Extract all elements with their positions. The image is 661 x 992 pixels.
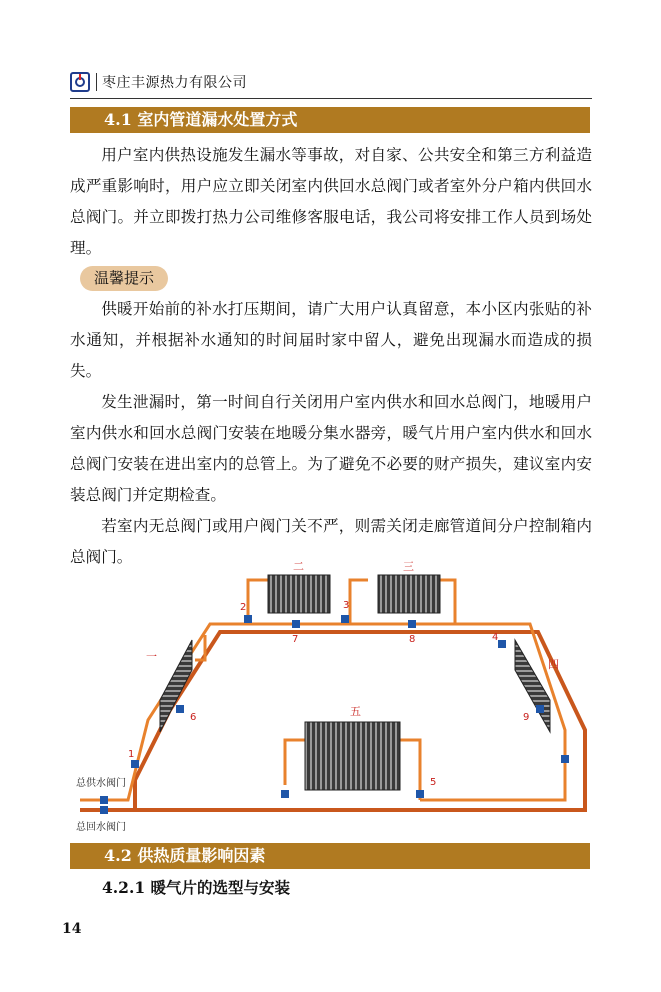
section-title-bar-2: 4.2 供热质量影响因素 (70, 843, 590, 869)
valve-1-label: 1 (128, 749, 135, 760)
header-rule (70, 98, 592, 99)
subsection-title: 4.2.1 暖气片的选型与安装 (102, 878, 291, 897)
paragraph-close-valves: 发生泄漏时，第一时间自行关闭用户室内供水和回水总阀门，地暖用户室内供水和回水总阀门安装在地暖分集水器旁，暖气片用户室内供水和回水总阀门安装在进出室内的总管上。为了避免不必要的财产损失，建议室内安装总阀门并定期检查。 (70, 393, 592, 504)
main-supply-valve-icon (100, 796, 108, 804)
company-name: 枣庄丰源热力有限公司 (102, 75, 247, 91)
valve-5-label: 5 (430, 777, 437, 788)
valve-7-label: 7 (292, 634, 299, 645)
valve-9-label: 9 (523, 712, 530, 723)
header-separator (96, 73, 97, 91)
company-logo-icon (70, 72, 90, 92)
tip-badge: 温馨提示 (80, 266, 168, 291)
radiator-3-label: 三 (403, 560, 414, 573)
radiator-2-label: 二 (293, 560, 304, 573)
heating-pipe-diagram (60, 560, 600, 840)
valve-9-icon (536, 705, 544, 713)
page-number: 14 (62, 921, 82, 937)
main-return-label: 总回水阀门 (76, 822, 126, 833)
radiator-5 (305, 705, 400, 790)
paragraph-leak-response: 用户室内供热设施发生漏水等事故，对自家、公共安全和第三方利益造成严重影响时，用户应立即关闭室内供回水总阀门或者室外分户箱内供回水总阀门。并立即拨打热力公司维修客服电话，我公司将安排工作人员到场处理。 (70, 146, 592, 257)
valve-extra-right-icon (561, 755, 569, 763)
valve-8-icon (408, 620, 416, 628)
valve-8-label: 8 (409, 634, 416, 645)
valve-6-label: 6 (190, 712, 197, 723)
valve-2-icon (244, 615, 252, 623)
radiator-2 (268, 560, 330, 613)
valve-5-icon (416, 790, 424, 798)
paragraph-corridor-valve: 若室内无总阀门或用户阀门关不严，则需关闭走廊管道间分户控制箱内总阀门。 (70, 517, 592, 566)
radiator-4-label: 四 (548, 658, 559, 671)
page-header (70, 70, 247, 94)
valve-4-icon (498, 640, 506, 648)
paragraph-refill-notice: 供暖开始前的补水打压期间，请广大用户认真留意，本小区内张贴的补水通知，并根据补水通知的时间届时家中留人，避免出现漏水而造成的损失。 (70, 300, 592, 380)
valve-2-label: 2 (240, 602, 247, 613)
valve-7-icon (292, 620, 300, 628)
section-title-bar: 4.1 室内管道漏水处置方式 (70, 107, 590, 133)
valve-4-label: 4 (492, 632, 499, 643)
main-supply-label: 总供水阀门 (76, 778, 126, 789)
radiator-1-label: 一 (146, 650, 157, 663)
valve-1-icon (131, 760, 139, 768)
main-return-valve-icon (100, 806, 108, 814)
radiator-3 (378, 560, 440, 613)
valve-3-label: 3 (343, 600, 350, 611)
radiator-4 (515, 640, 559, 732)
valve-extra-icon (281, 790, 289, 798)
valve-3-icon (341, 615, 349, 623)
radiator-5-label: 五 (350, 705, 361, 718)
valve-6-icon (176, 705, 184, 713)
